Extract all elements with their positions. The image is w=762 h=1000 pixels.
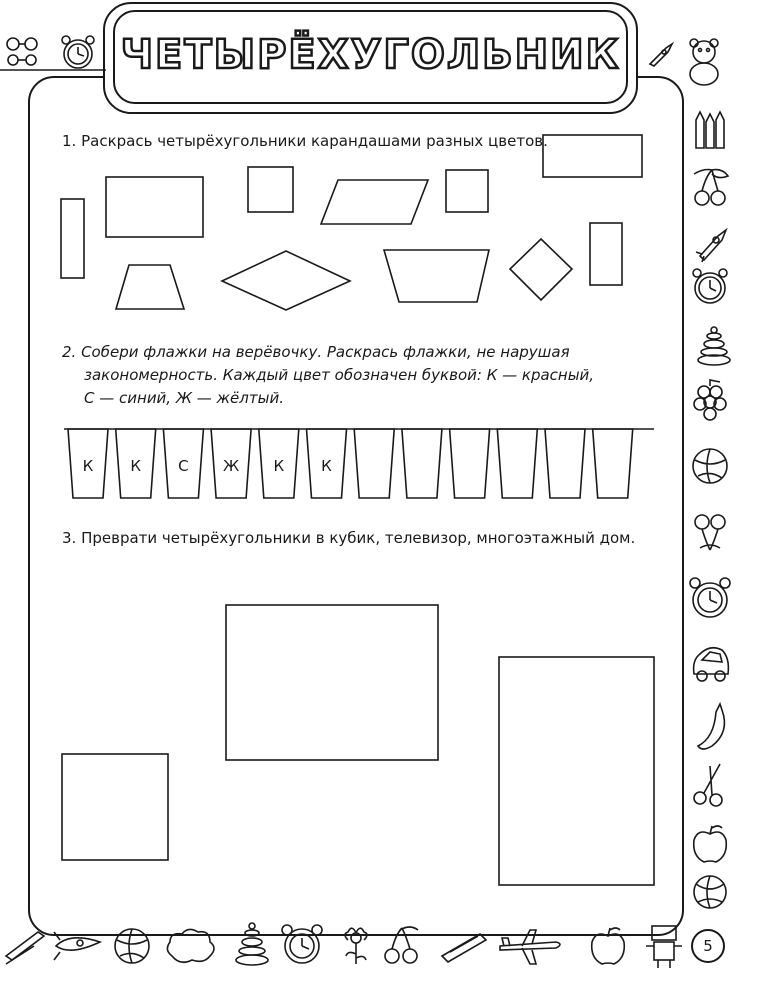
apple-icon [694, 826, 727, 862]
task3-text: 3. Преврати четырёхугольники в кубик, телевизор, многоэтажный дом. [62, 529, 636, 547]
robot-icon [646, 926, 682, 968]
rocket-icon [54, 932, 100, 960]
flower-icon [345, 928, 367, 964]
task2-line3: С — синий, Ж — жёлтый. [84, 389, 284, 407]
apple-icon [592, 928, 625, 964]
cloud-icon [167, 929, 214, 962]
task1-text: 1. Раскрась четырёхугольники карандашами разных цветов. [62, 132, 548, 150]
cherries-icon [695, 515, 725, 550]
alarm-clock-icon [62, 36, 94, 68]
flag-letter: К [273, 457, 285, 475]
flag-letter: К [82, 457, 94, 475]
ball-icon [694, 876, 726, 908]
ball-icon [693, 449, 727, 483]
page-title: ЧЕТЫРЁХУГОЛЬНИК [120, 32, 621, 78]
sunglasses-icon [7, 38, 37, 65]
alarm-clock-icon [690, 578, 730, 617]
page-number: 5 [691, 929, 725, 963]
car-icon [694, 648, 729, 681]
grapes-icon [694, 380, 726, 420]
crayon-icon [6, 932, 44, 964]
flag-letter: С [178, 457, 189, 475]
task2-line2: закономерность. Каждый цвет обозначен буквой: К — красный, [84, 366, 595, 384]
flag-letter: К [130, 457, 142, 475]
scissors-icon [694, 764, 722, 806]
cherries-icon [694, 170, 728, 206]
airplane-icon [500, 930, 560, 964]
flag-letter: К [321, 457, 332, 475]
pyramid-rings-icon [236, 923, 268, 965]
ball-icon [115, 929, 149, 963]
cherries-icon [385, 927, 418, 963]
rocket-icon [650, 44, 672, 66]
rocket-icon [696, 230, 726, 262]
crayon-icon [442, 934, 486, 962]
pyramid-rings-icon [698, 327, 730, 365]
alarm-clock-icon [282, 925, 322, 963]
task2-line1: 2. Собери флажки на верёвочку. Раскрась флажки, не нарушая [62, 343, 570, 361]
alarm-clock-icon [693, 269, 727, 303]
crayons-icon [696, 112, 724, 148]
teddy-bear-icon [690, 39, 718, 85]
banana-icon [698, 704, 724, 749]
flag-letter: Ж [223, 457, 240, 475]
